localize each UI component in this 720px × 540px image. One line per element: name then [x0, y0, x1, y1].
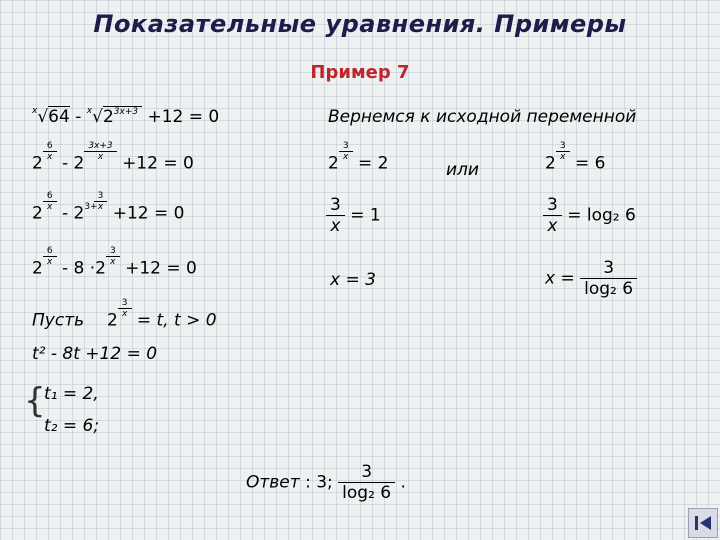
right-line-1-right: [545, 141, 606, 174]
root-t1: t₁ = 2,: [44, 384, 99, 404]
equation-line-3: [32, 191, 185, 224]
right-line-1-left: [328, 141, 389, 174]
equation-line-2: [32, 141, 194, 174]
exponent-fraction: $\frac{6}{x}$: [43, 246, 57, 267]
exponent-fraction: $\frac{3}{x}$: [556, 141, 570, 162]
root-index: x: [86, 106, 93, 116]
middle-term: - 8 ·2: [61, 258, 106, 279]
equation-rest: = 2: [357, 153, 389, 174]
system-brace: {: [24, 381, 46, 421]
power-base: 2: [328, 153, 339, 174]
let-word: Пусть: [32, 310, 85, 331]
answer-line: [246, 462, 406, 503]
answer-fraction: $\frac{3}{\text{log₂ 6}}$: [338, 462, 395, 503]
minus-term: - 2: [61, 203, 85, 224]
period: .: [400, 472, 406, 493]
x-equals: x =: [545, 268, 575, 289]
radical-sign: √: [37, 107, 49, 127]
equation-rest: = log₂ 6: [567, 205, 636, 226]
exponent-fraction: $\frac{3x+3}{x}$: [84, 141, 116, 162]
end-arrow-icon: [689, 509, 717, 537]
minus-term: - 2: [61, 153, 85, 174]
power-base: 2: [32, 203, 43, 224]
exponent-fraction: $\frac{3}{x}$: [106, 246, 120, 267]
quadratic-equation: t² - 8t +12 = 0: [32, 344, 158, 364]
navigation-end-button[interactable]: [688, 508, 718, 538]
equation-rest: = 6: [574, 153, 606, 174]
root-t2: t₂ = 6;: [44, 416, 100, 436]
power-exponent: 3x+3: [113, 107, 139, 117]
exponent-fraction: $\frac{6}{x}$: [43, 141, 57, 162]
equation-line-1: [32, 107, 219, 127]
example-heading: Пример 7: [310, 62, 410, 83]
equation-rest: +12 = 0: [125, 258, 197, 279]
solution-x-log: [545, 258, 637, 299]
fraction: $\frac{3}{\text{log₂ 6}}$: [580, 258, 637, 299]
minus-sign: -: [75, 107, 82, 127]
equation-rest: +12 = 0: [122, 153, 194, 174]
exponent-fraction: $\frac{3}{x}$: [339, 141, 353, 162]
right-line-2-left: [326, 195, 381, 236]
substitution-rest: = t, t > 0: [136, 310, 217, 331]
substitution-line: [32, 298, 217, 331]
fraction: $\frac{3}{x}$: [543, 195, 562, 236]
equation-line-4: [32, 246, 197, 279]
power-base: 2: [32, 153, 43, 174]
answer-value: : 3;: [305, 472, 333, 493]
radicand-64: 64: [48, 107, 70, 127]
radical-sign: √: [92, 107, 103, 127]
power-base: 2: [545, 153, 556, 174]
slide-title: Показательные уравнения. Примеры: [93, 10, 627, 38]
exponent-fraction: $\frac{6}{x}$: [43, 191, 57, 212]
fraction: $\frac{3}{x}$: [326, 195, 345, 236]
power-base: 2: [106, 310, 118, 331]
or-word: или: [446, 160, 479, 180]
equation-rest: = 1: [350, 205, 381, 226]
power-base: 2: [102, 107, 114, 127]
exponent-prefix: 3+: [84, 201, 98, 212]
solution-x-3: x = 3: [330, 270, 376, 290]
right-line-2-right: [543, 195, 636, 236]
back-substitution-header: Вернемся к исходной переменной: [328, 107, 637, 127]
equation-rest: +12 = 0: [112, 203, 185, 224]
power-base: 2: [32, 258, 43, 279]
root-index: x: [32, 106, 38, 116]
exponent-fraction: $\frac{3}{x}$: [118, 298, 132, 319]
exponent-fraction: $\frac{3}{x}$: [94, 191, 108, 212]
answer-label: Ответ: [246, 472, 300, 493]
equation-rest: +12 = 0: [147, 107, 220, 127]
